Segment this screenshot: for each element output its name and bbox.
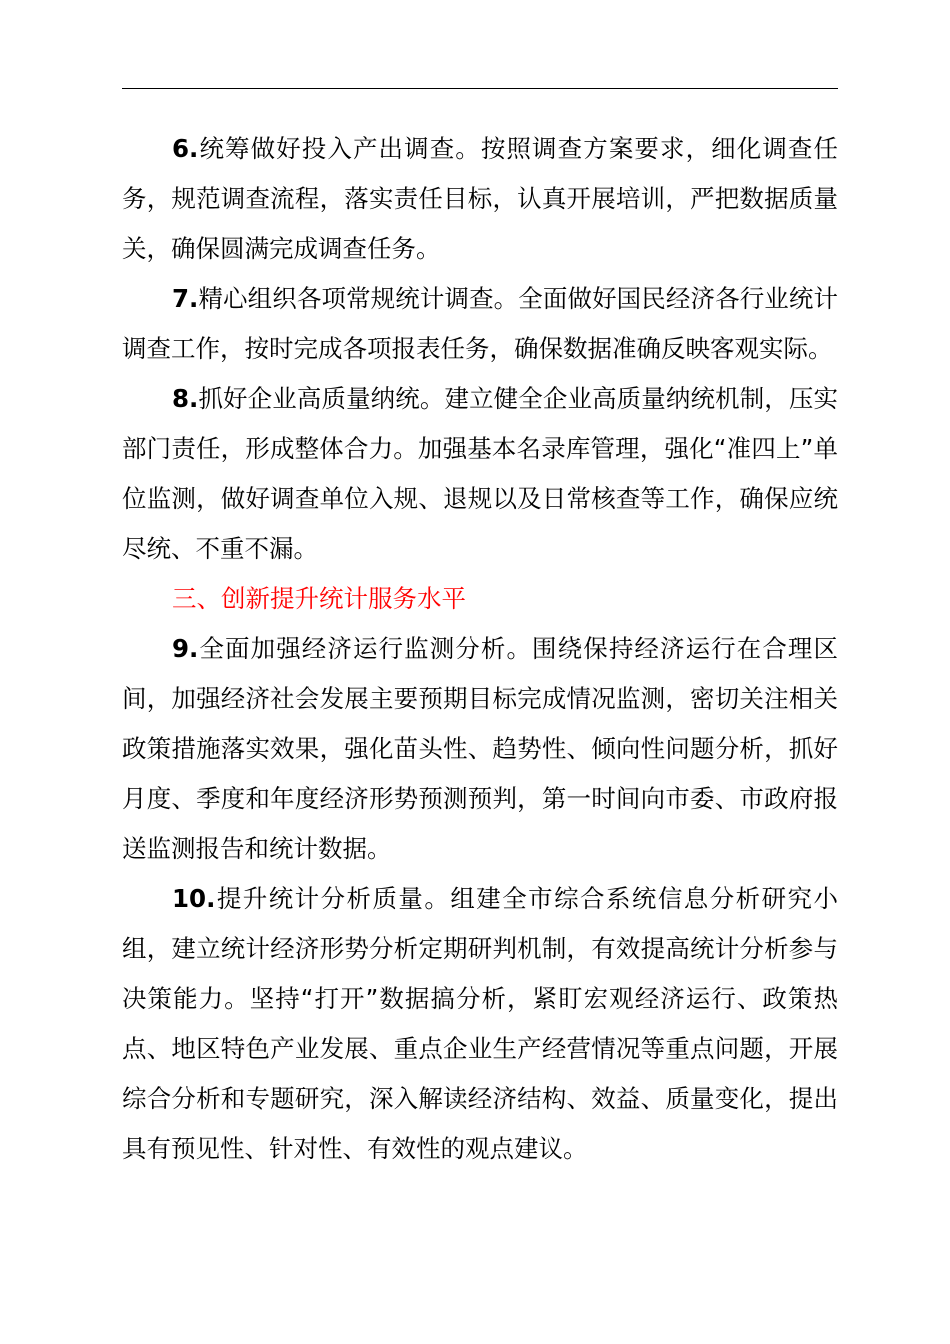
paragraph-text: 提升统计分析质量。组建全市综合系统信息分析研究小组，建立统计经济形势分析定期研判机制，有效提高统计分析参与决策能力。坚持“打开”数据搞分析，紧盯宏观经济运行、政策热点、地区特色产业发展、重点企业生产经营情况等重点问题，开展综合分析和专题研究，深入解读经济结构、效益、质量变化，提出具有预见性、针对性、有效性的观点建议。 (122, 884, 838, 1163)
paragraph-number: 8. (172, 384, 199, 413)
paragraph-text: 精心组织各项常规统计调查。全面做好国民经济各行业统计调查工作，按时完成各项报表任务，确保数据准确反映客观实际。 (122, 284, 838, 363)
paragraph-text: 统筹做好投入产出调查。按照调查方案要求，细化调查任务，规范调查流程，落实责任目标，认真开展培训，严把数据质量关，确保圆满完成调查任务。 (122, 134, 838, 263)
paragraph-text: 全面加强经济运行监测分析。围绕保持经济运行在合理区间，加强经济社会发展主要预期目标完成情况监测，密切关注相关政策措施落实效果，强化苗头性、趋势性、倾向性问题分析，抓好月度、季度和年度经济形势预测预判，第一时间向市委、市政府报送监测报告和统计数据。 (122, 634, 838, 863)
header-rule (122, 88, 838, 89)
paragraph-number: 10. (172, 884, 216, 913)
paragraph-item-10 (122, 874, 838, 1174)
paragraph-number: 9. (172, 634, 199, 663)
paragraph-item-6 (122, 124, 838, 274)
paragraph-item-7 (122, 274, 838, 374)
paragraph-number: 7. (172, 284, 199, 313)
paragraph-item-9 (122, 624, 838, 874)
paragraph-number: 6. (172, 134, 199, 163)
paragraph-item-8 (122, 374, 838, 574)
paragraph-text: 抓好企业高质量纳统。建立健全企业高质量纳统机制，压实部门责任，形成整体合力。加强基本名录库管理，强化“准四上”单位监测，做好调查单位入规、退规以及日常核查等工作，确保应统尽统、不重不漏。 (122, 384, 838, 563)
section-heading: 三、创新提升统计服务水平 (172, 584, 466, 613)
document-body (122, 124, 838, 1174)
